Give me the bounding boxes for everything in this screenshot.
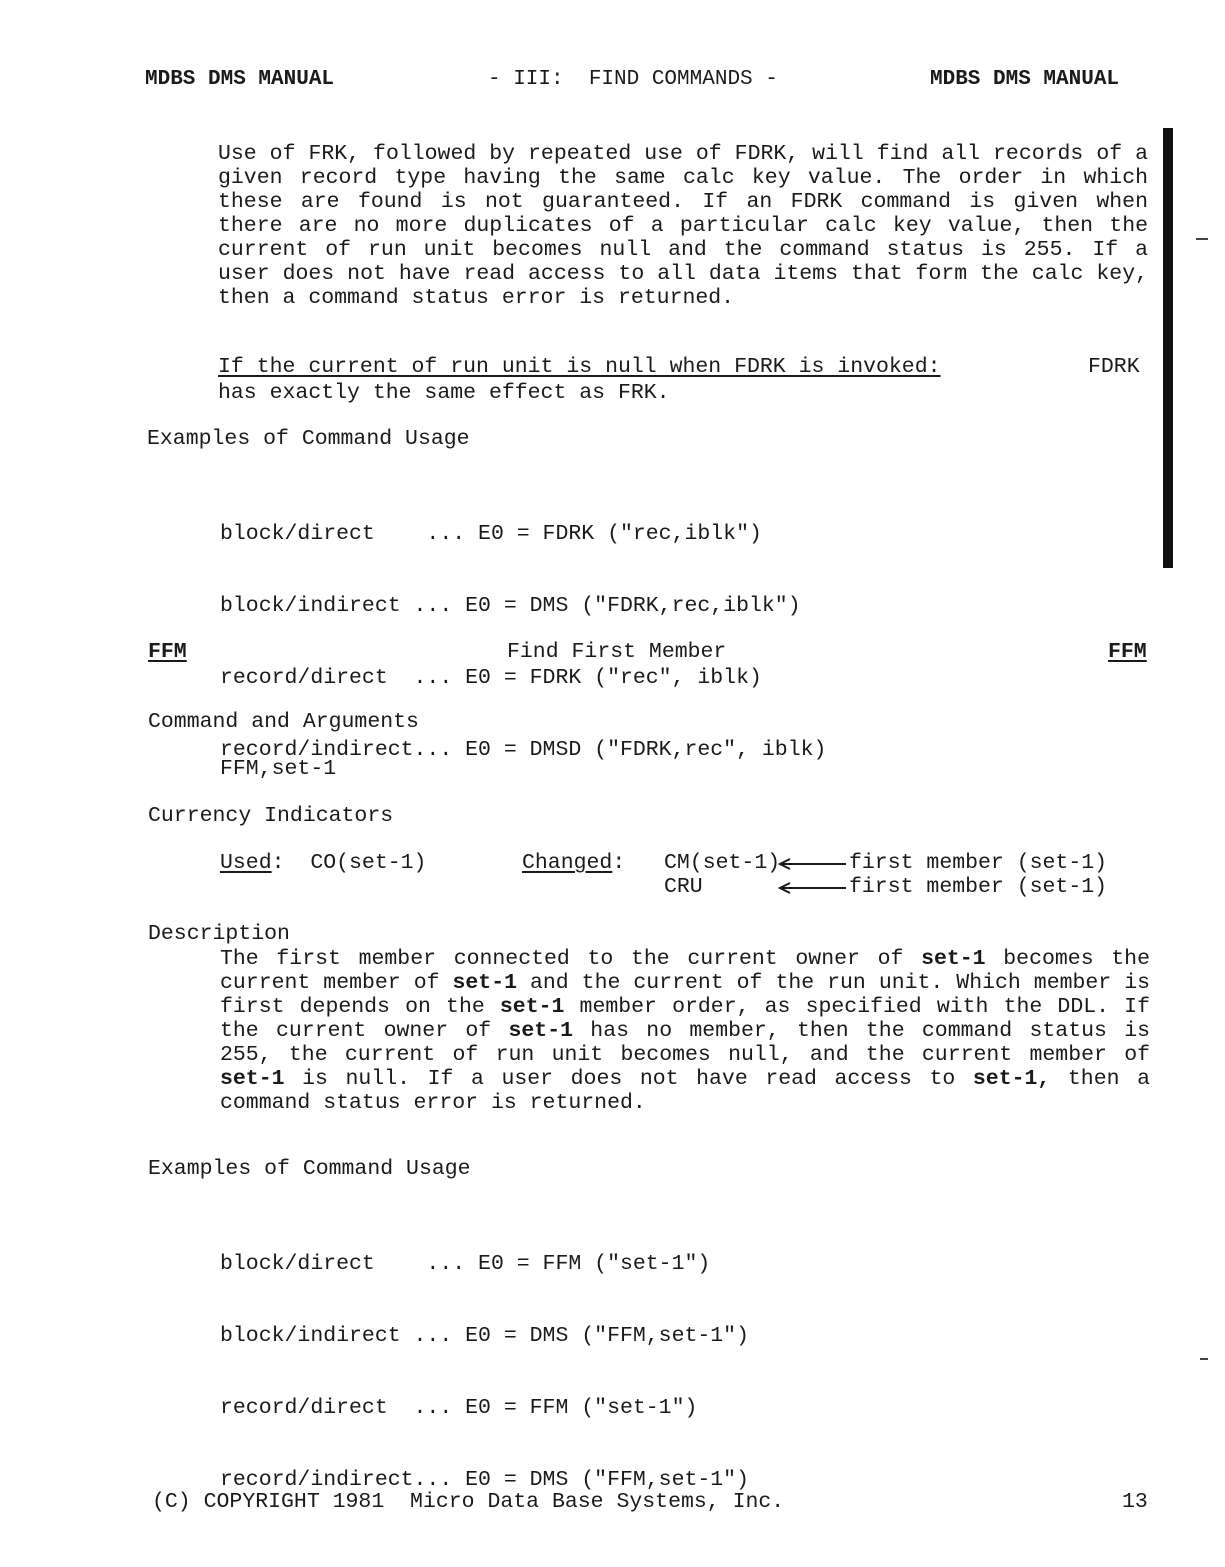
- command-heading: Command and Arguments: [148, 710, 419, 734]
- changed-label-wrap: Changed:: [522, 851, 626, 875]
- footer-copyright: (C) COPYRIGHT 1981 Micro Data Base Systems, Inc.: [152, 1490, 785, 1514]
- bold-term: set-1: [508, 1019, 574, 1043]
- code-line: record/indirect... E0 = DMSD ("FDRK,rec", iblk): [220, 738, 827, 762]
- text-run: then a command status error is returned.: [220, 1067, 1150, 1115]
- text-run: has no member, then the command status is 255, the current of run unit becomes null, and the current member of: [220, 1019, 1150, 1067]
- header-left: MDBS DMS MANUAL: [145, 68, 335, 91]
- change-bar: [1163, 128, 1173, 568]
- changed-1-target: first member (set-1): [849, 851, 1108, 875]
- text-run: is null. If a user does not have read access to: [284, 1067, 973, 1091]
- arrow-left-icon: [776, 856, 848, 896]
- description-heading: Description: [148, 922, 290, 946]
- used-indicator: Used: CO(set-1): [220, 851, 427, 875]
- fdrk-examples: [220, 474, 826, 786]
- text-run: and the current of the run unit. Which member is first depends on the: [220, 971, 1150, 1019]
- code-line: block/direct ... E0 = FDRK ("rec,iblk"): [220, 522, 762, 546]
- null-case-text-1: FDRK: [1088, 355, 1140, 379]
- margin-mark: [1200, 1358, 1208, 1360]
- bold-term: set-1,: [972, 1067, 1051, 1091]
- code-line: record/direct ... E0 = FFM ("set-1"): [220, 1396, 698, 1420]
- text-run: becomes the current member of: [220, 947, 1150, 995]
- code-line: block/indirect ... E0 = DMS ("FDRK,rec,iblk"): [220, 594, 801, 618]
- changed-2-target: first member (set-1): [849, 875, 1108, 899]
- header-center: - III: FIND COMMANDS -: [488, 68, 778, 91]
- used-label: Used: [220, 851, 272, 875]
- bold-term: set-1: [452, 971, 517, 995]
- header-right: MDBS DMS MANUAL: [930, 68, 1120, 91]
- code-line: block/direct ... E0 = FFM ("set-1"): [220, 1252, 711, 1276]
- bold-term: set-1: [220, 1067, 285, 1091]
- description-text: [220, 947, 1150, 1115]
- margin-mark: [1196, 238, 1208, 240]
- fdrk-paragraph: Use of FRK, followed by repeated use of FDRK, will find all records of a given record type having the same calc key value. The order in which these are found is not guaranteed. If an FDRK command is given when there are no more duplicates of a particular calc key value, then the current of run unit becomes null and the command status is 255. If a user does not have read access to all data items that form the calc key, then a command status error is returned.: [218, 142, 1148, 310]
- bold-term: set-1: [921, 947, 986, 971]
- null-case-text-2: has exactly the same effect as FRK.: [218, 381, 670, 405]
- text-run: The first member connected to the current owner of: [220, 947, 922, 971]
- ffm-title: Find First Member: [507, 640, 727, 664]
- currency-heading: Currency Indicators: [148, 804, 394, 828]
- code-line: block/indirect ... E0 = DMS ("FFM,set-1"): [220, 1324, 749, 1348]
- code-line: record/indirect... E0 = DMS ("FFM,set-1"): [220, 1468, 749, 1492]
- page-number: 13: [1122, 1490, 1148, 1514]
- ffm-examples: [220, 1204, 749, 1516]
- changed-2-name: CRU: [664, 875, 703, 899]
- code-line: record/direct ... E0 = FDRK ("rec", iblk): [220, 666, 762, 690]
- ffm-code-left: FFM: [148, 640, 187, 664]
- ffm-examples-heading: Examples of Command Usage: [148, 1157, 471, 1181]
- fdrk-examples-heading: Examples of Command Usage: [147, 427, 470, 451]
- changed-1-name: CM(set-1): [664, 851, 781, 875]
- bold-term: set-1: [499, 995, 565, 1019]
- used-value: CO(set-1): [310, 851, 427, 875]
- ffm-code-right: FFM: [1108, 640, 1147, 664]
- null-case-heading: If the current of run unit is null when FDRK is invoked:: [218, 355, 941, 379]
- changed-label: Changed: [522, 851, 613, 875]
- text-run: member order, as specified with the DDL. If the current owner of: [220, 995, 1150, 1043]
- command-syntax: FFM,set-1: [220, 757, 337, 781]
